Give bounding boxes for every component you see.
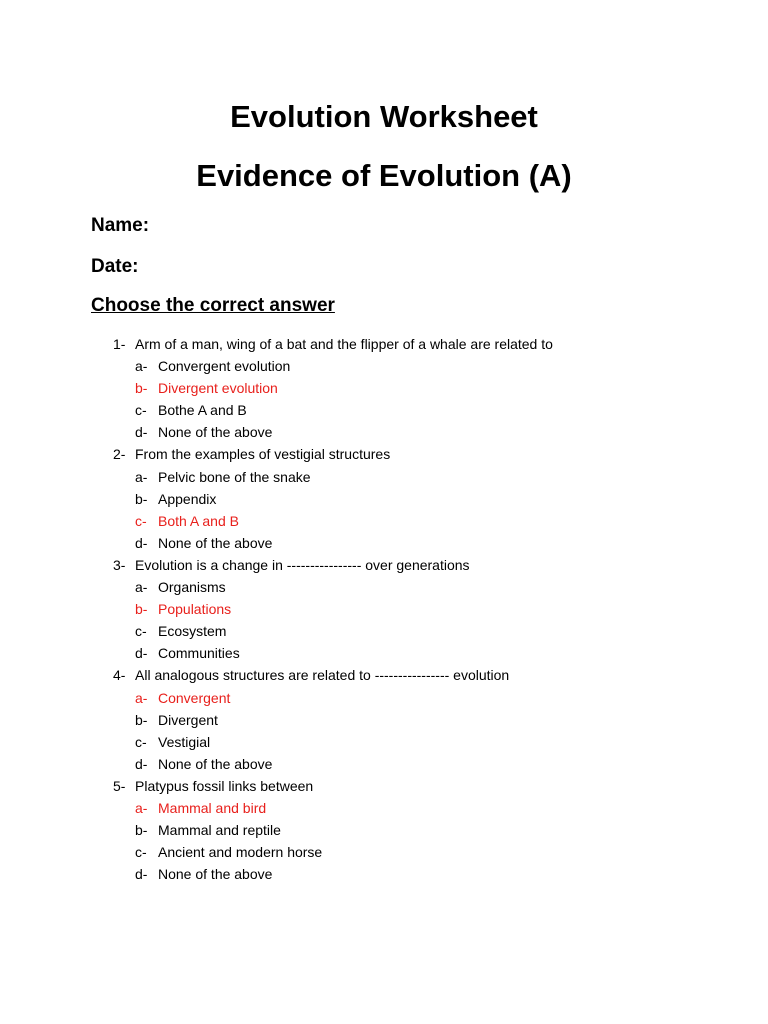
question-text: All analogous structures are related to ---------------- evolution xyxy=(135,667,510,684)
option-letter: b- xyxy=(135,711,148,728)
option-4b xyxy=(0,709,768,731)
option-letter: d- xyxy=(135,755,148,772)
option-text: Mammal and bird xyxy=(158,799,267,816)
question-number: 5- xyxy=(113,777,126,794)
worksheet-title: Evolution Worksheet xyxy=(230,99,538,134)
option-text: None of the above xyxy=(158,424,273,441)
option-letter: c- xyxy=(135,844,147,861)
option-1a xyxy=(0,355,768,377)
option-text: Appendix xyxy=(158,490,217,507)
option-letter: c- xyxy=(135,512,147,529)
option-text: Convergent xyxy=(158,689,231,706)
option-2a xyxy=(0,466,768,488)
option-letter: d- xyxy=(135,645,148,662)
question-text: Evolution is a change in ---------------- over generations xyxy=(135,556,470,573)
option-letter: b- xyxy=(135,822,148,839)
option-4d xyxy=(0,753,768,775)
option-text: None of the above xyxy=(158,866,273,883)
option-letter: c- xyxy=(135,623,147,640)
option-letter: a- xyxy=(135,358,148,375)
option-letter: a- xyxy=(135,689,148,706)
option-text: Communities xyxy=(158,645,240,662)
option-5a-correct xyxy=(0,797,768,819)
option-text: Populations xyxy=(158,601,232,618)
question-text: Arm of a man, wing of a bat and the flipper of a whale are related to xyxy=(135,336,553,352)
option-text: Divergent xyxy=(158,711,218,728)
option-text: Organisms xyxy=(158,579,226,596)
option-1c xyxy=(0,399,768,421)
option-letter: a- xyxy=(135,468,148,485)
option-3c xyxy=(0,620,768,642)
option-text: Ecosystem xyxy=(158,623,227,640)
option-letter: b- xyxy=(135,380,148,397)
option-5b xyxy=(0,819,768,841)
option-letter: d- xyxy=(135,424,148,441)
option-1d xyxy=(0,421,768,443)
option-letter: d- xyxy=(135,866,148,883)
question-text: Platypus fossil links between xyxy=(135,777,314,794)
date-label: Date: xyxy=(91,256,139,277)
option-2b xyxy=(0,488,768,510)
question-4 xyxy=(0,664,768,686)
option-letter: c- xyxy=(135,402,147,419)
option-text: Bothe A and B xyxy=(158,402,247,419)
question-number: 2- xyxy=(113,446,126,463)
option-letter: c- xyxy=(135,733,147,750)
option-text: None of the above xyxy=(158,534,273,551)
option-2c-correct xyxy=(0,510,768,532)
question-2 xyxy=(0,443,768,465)
option-letter: a- xyxy=(135,799,148,816)
name-label: Name: xyxy=(91,215,150,236)
question-1 xyxy=(0,333,768,355)
option-text: Vestigial xyxy=(158,733,211,750)
option-letter: b- xyxy=(135,601,148,618)
option-letter: a- xyxy=(135,579,148,596)
worksheet-subtitle: Evidence of Evolution (A) xyxy=(196,158,572,193)
option-3b-correct xyxy=(0,598,768,620)
option-5c xyxy=(0,841,768,863)
option-4a-correct xyxy=(0,687,768,709)
option-text: Divergent evolution xyxy=(158,380,278,397)
instruction-heading: Choose the correct answer xyxy=(91,295,335,316)
question-number: 1- xyxy=(113,336,126,352)
option-text: Ancient and modern horse xyxy=(158,844,323,861)
option-letter: b- xyxy=(135,490,148,507)
question-list xyxy=(0,333,768,885)
question-number: 3- xyxy=(113,556,126,573)
option-text: Both A and B xyxy=(158,512,239,529)
option-3a xyxy=(0,576,768,598)
option-text: Mammal and reptile xyxy=(158,822,281,839)
option-3d xyxy=(0,642,768,664)
option-text: None of the above xyxy=(158,755,273,772)
question-number: 4- xyxy=(113,667,126,684)
question-text: From the examples of vestigial structures xyxy=(135,446,391,463)
option-text: Convergent evolution xyxy=(158,358,291,375)
option-5d xyxy=(0,863,768,885)
option-4c xyxy=(0,731,768,753)
option-2d xyxy=(0,532,768,554)
question-3 xyxy=(0,554,768,576)
option-text: Pelvic bone of the snake xyxy=(158,468,311,485)
question-5 xyxy=(0,775,768,797)
option-1b-correct xyxy=(0,377,768,399)
option-letter: d- xyxy=(135,534,148,551)
